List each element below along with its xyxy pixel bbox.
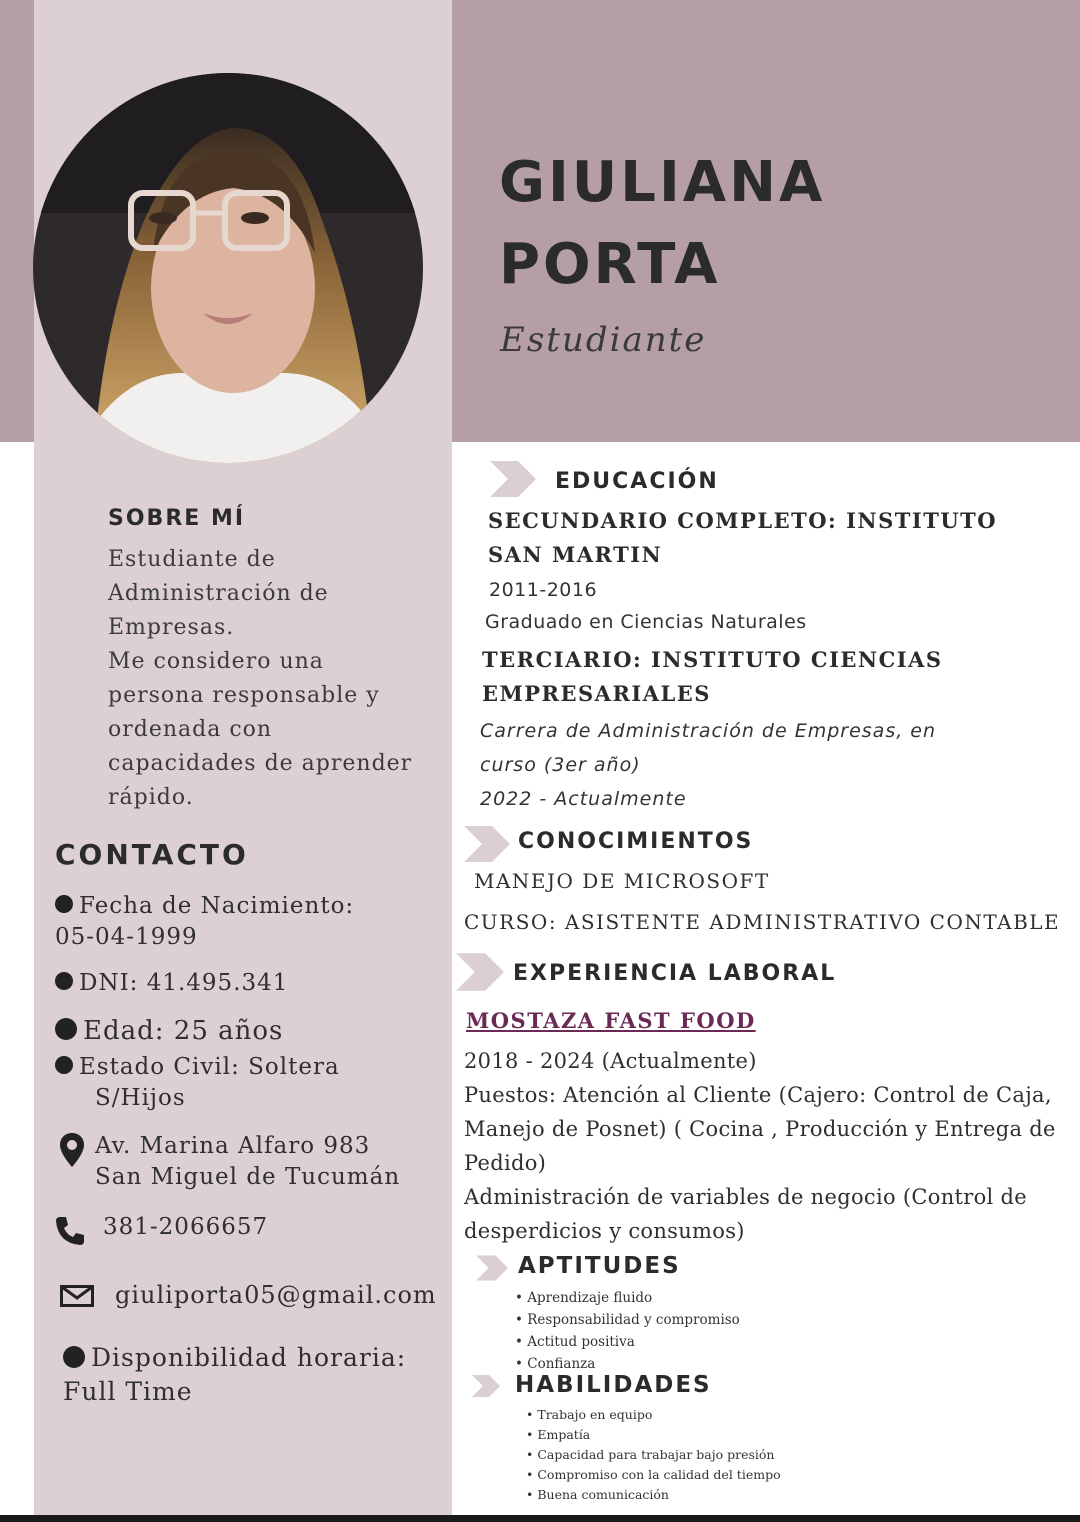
about-heading: SOBRE MÍ: [108, 506, 246, 531]
skills-heading: HABILIDADES: [515, 1372, 712, 1398]
list-item: • Compromiso con la calidad del tiempo: [526, 1465, 781, 1485]
bullet-icon: [55, 1056, 73, 1074]
school1-years: 2011-2016: [489, 579, 598, 601]
availability-item: Disponibilidad horaria: Full Time: [63, 1343, 407, 1406]
location-pin-icon: [60, 1133, 84, 1167]
phone-icon: [54, 1215, 86, 1247]
header-band-left: [0, 0, 34, 442]
list-item: • Aprendizaje fluido: [515, 1287, 740, 1309]
civil-status-item: Estado Civil: Soltera S/Hijos: [55, 1052, 340, 1114]
about-line: capacidades de aprender: [108, 751, 413, 776]
list-item: • Empatía: [526, 1425, 781, 1445]
list-item: • Capacidad para trabajar bajo presión: [526, 1445, 781, 1465]
bottom-border: [0, 1515, 1080, 1522]
about-line: Administración de: [108, 581, 329, 606]
company-link[interactable]: MOSTAZA FAST FOOD: [466, 1008, 756, 1033]
about-line: Empresas.: [108, 615, 235, 640]
list-item: • Actitud positiva: [515, 1331, 740, 1353]
list-item: • Trabajo en equipo: [526, 1405, 781, 1425]
chevron-right-icon: [456, 953, 504, 991]
phone-number[interactable]: 381-2066657: [103, 1214, 269, 1240]
list-item: • Buena comunicación: [526, 1485, 781, 1505]
knowledge-item: CURSO: ASISTENTE ADMINISTRATIVO CONTABLE: [464, 910, 1061, 934]
email-address[interactable]: giuliporta05@gmail.com: [115, 1281, 437, 1309]
about-line: Me considero una: [108, 649, 324, 674]
profile-photo: [33, 73, 423, 463]
experience-heading: EXPERIENCIA LABORAL: [513, 961, 837, 986]
chevron-right-icon: [476, 1255, 508, 1281]
chevron-right-icon: [472, 1375, 500, 1397]
about-line: persona responsable y: [108, 683, 380, 708]
job-title: Estudiante: [500, 320, 707, 360]
birth-date-item: Fecha de Nacimiento: 05-04-1999: [55, 893, 355, 950]
school1-detail: Graduado en Ciencias Naturales: [485, 611, 807, 633]
education-heading: EDUCACIÓN: [555, 469, 719, 494]
about-line: Estudiante de: [108, 547, 276, 572]
experience-period: 2018 - 2024 (Actualmente): [464, 1049, 757, 1073]
skills-list: [526, 1405, 781, 1505]
about-line: ordenada con: [108, 717, 273, 742]
bullet-icon: [55, 895, 73, 913]
experience-description: Puestos: Atención al Cliente (Cajero: Control de Caja, Manejo de Posnet) ( Cocina , Producción y Entrega de Pedido) Administración de variables de negocio (Control de desperdicios y consumos): [464, 1083, 1056, 1243]
aptitudes-list: [515, 1287, 740, 1375]
school2-detail: Carrera de Administración de Empresas, en curso (3er año) 2022 - Actualmente: [480, 720, 937, 810]
bullet-icon: [55, 1018, 77, 1040]
bullet-icon: [55, 972, 73, 990]
chevron-right-icon: [464, 826, 510, 862]
chevron-right-icon: [490, 461, 536, 497]
first-name: GIULIANA: [499, 150, 826, 215]
list-item: • Confianza: [515, 1353, 740, 1375]
list-item: • Responsabilidad y compromiso: [515, 1309, 740, 1331]
aptitudes-heading: APTITUDES: [518, 1253, 681, 1279]
about-text: [108, 543, 412, 815]
bullet-icon: [63, 1346, 85, 1368]
contact-heading: CONTACTO: [55, 838, 249, 871]
age-item: Edad: 25 años: [55, 1016, 283, 1047]
last-name: PORTA: [499, 232, 721, 297]
knowledge-item: MANEJO DE MICROSOFT: [474, 869, 770, 893]
school2-title: TERCIARIO: INSTITUTO CIENCIAS EMPRESARIALES: [482, 647, 943, 706]
email-icon: [60, 1285, 94, 1307]
dni-item: DNI: 41.495.341: [55, 968, 288, 999]
knowledge-heading: CONOCIMIENTOS: [518, 829, 754, 854]
school1-title: SECUNDARIO COMPLETO: INSTITUTO SAN MARTIN: [488, 508, 998, 567]
address-item: Av. Marina Alfaro 983 San Miguel de Tucumán: [95, 1133, 401, 1190]
about-line: rápido.: [108, 785, 194, 810]
